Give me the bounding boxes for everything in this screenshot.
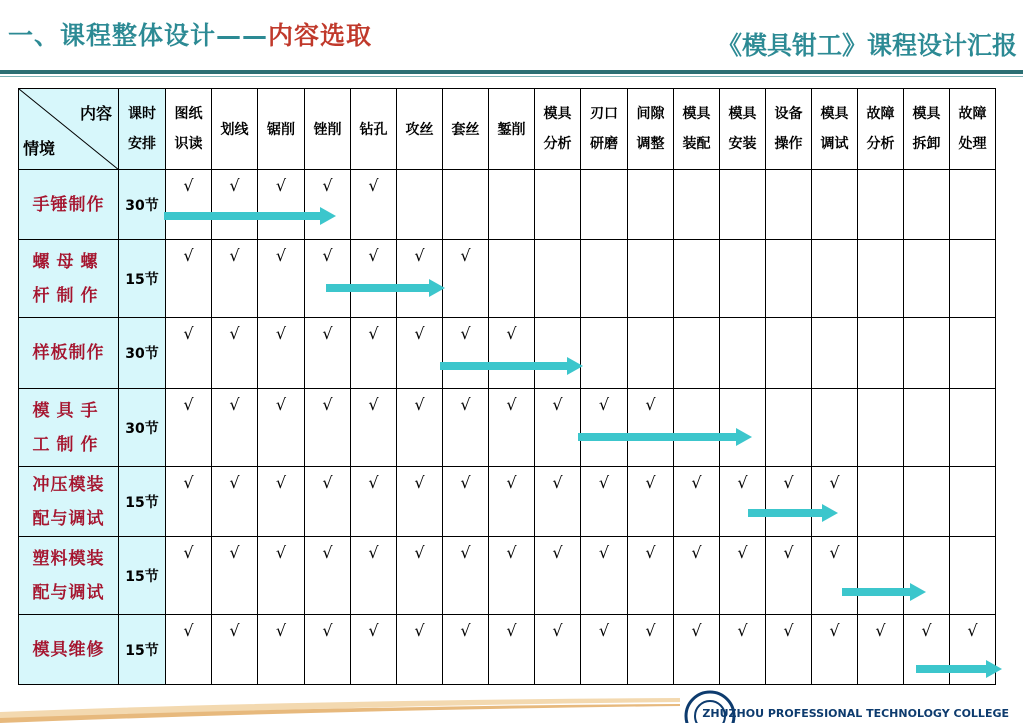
check-mark: √ xyxy=(414,543,425,562)
check-mark: √ xyxy=(737,621,748,640)
check-mark: √ xyxy=(275,176,287,195)
scenario-name-line: 配与调试 xyxy=(32,582,105,603)
check-mark: √ xyxy=(322,324,333,343)
check-mark: √ xyxy=(275,543,287,562)
check-mark: √ xyxy=(368,324,379,343)
check-mark: √ xyxy=(783,543,794,562)
column-header-step-line: 模具 xyxy=(682,106,711,122)
check-mark: √ xyxy=(552,621,563,640)
progression-arrow xyxy=(578,428,752,446)
scenario-hours: 15节 xyxy=(119,467,166,537)
column-header-step-line: 调整 xyxy=(636,136,665,152)
scenario-hours: 30节 xyxy=(119,318,166,389)
column-header-step-line: 攻丝 xyxy=(405,122,434,138)
course-title: 《模具钳工》课程设计汇报 xyxy=(716,31,1017,60)
check-mark: √ xyxy=(921,621,932,640)
check-mark: √ xyxy=(598,543,610,562)
column-header-step-line: 模具 xyxy=(543,106,572,122)
check-mark: √ xyxy=(598,621,610,640)
check-mark: √ xyxy=(368,395,379,414)
progression-arrow xyxy=(842,583,926,601)
scenario-hours: 15节 xyxy=(119,615,166,685)
scenario-name-line: 塑料模装 xyxy=(32,548,105,569)
column-header-step-line: 故障 xyxy=(866,106,895,122)
column-header-step-line: 錾削 xyxy=(497,122,526,138)
college-name: ZHUZHOU PROFESSIONAL TECHNOLOGY COLLEGE xyxy=(702,707,1009,720)
check-mark: √ xyxy=(645,395,656,414)
check-mark: √ xyxy=(368,543,379,562)
column-header-step-line: 识读 xyxy=(174,136,203,152)
check-mark: √ xyxy=(322,246,333,265)
check-mark: √ xyxy=(183,246,194,265)
check-mark: √ xyxy=(552,543,563,562)
scenario-name-line: 模具维修 xyxy=(32,639,105,660)
check-mark: √ xyxy=(783,473,794,492)
check-mark: √ xyxy=(368,246,379,265)
footer-swoosh xyxy=(0,694,680,723)
column-header-step-line: 装配 xyxy=(682,136,711,152)
check-mark: √ xyxy=(506,473,517,492)
check-mark: √ xyxy=(368,176,379,195)
check-mark: √ xyxy=(691,621,702,640)
column-header-step-line: 锯削 xyxy=(267,122,295,138)
corner-label-scenario: 情境 xyxy=(23,139,56,158)
scenario-name-line: 冲压模装 xyxy=(32,474,105,495)
title-prefix: 一、课程整体设计—— xyxy=(8,21,269,50)
check-mark: √ xyxy=(967,621,978,640)
check-mark: √ xyxy=(368,473,379,492)
scenario-name-line: 螺母螺 xyxy=(32,251,105,272)
progression-arrow xyxy=(164,207,336,225)
check-mark: √ xyxy=(737,543,748,562)
column-header-step-line: 划线 xyxy=(220,122,249,138)
column-header-step-line: 间隙 xyxy=(636,106,665,122)
check-mark: √ xyxy=(229,473,240,492)
check-mark: √ xyxy=(737,473,748,492)
check-mark: √ xyxy=(645,621,656,640)
check-mark: √ xyxy=(460,395,471,414)
check-mark: √ xyxy=(275,324,287,343)
scenario-hours: 15节 xyxy=(119,240,166,318)
progression-arrow xyxy=(440,357,583,375)
check-mark: √ xyxy=(229,246,240,265)
check-mark: √ xyxy=(414,246,425,265)
column-header-step-line: 拆卸 xyxy=(912,136,941,152)
check-mark: √ xyxy=(506,543,517,562)
column-header-step-line: 模具 xyxy=(912,106,941,122)
check-mark: √ xyxy=(460,246,471,265)
check-mark: √ xyxy=(829,473,840,492)
check-mark: √ xyxy=(229,176,240,195)
check-mark: √ xyxy=(414,473,425,492)
check-mark: √ xyxy=(322,543,333,562)
check-mark: √ xyxy=(875,621,886,640)
college-logo-area xyxy=(680,686,1023,723)
check-mark: √ xyxy=(414,395,425,414)
check-mark: √ xyxy=(414,324,425,343)
column-header-step-line: 安装 xyxy=(728,136,757,152)
check-mark: √ xyxy=(275,473,287,492)
progression-arrow xyxy=(326,279,445,297)
column-header-step-line: 钻孔 xyxy=(359,122,388,138)
check-mark: √ xyxy=(229,543,240,562)
column-header-step-line: 套丝 xyxy=(451,122,480,138)
check-mark: √ xyxy=(414,621,425,640)
column-header-step-line: 模具 xyxy=(728,106,757,122)
corner-label-content: 内容 xyxy=(79,104,112,123)
check-mark: √ xyxy=(183,543,194,562)
column-header-step-line: 处理 xyxy=(958,136,987,152)
scenario-name-line: 工制作 xyxy=(32,434,105,455)
check-mark: √ xyxy=(183,473,194,492)
check-mark: √ xyxy=(229,324,240,343)
check-mark: √ xyxy=(183,621,194,640)
scenario-name-line: 杆制作 xyxy=(32,285,105,306)
check-mark: √ xyxy=(829,543,840,562)
check-mark: √ xyxy=(229,621,240,640)
scenario-name-line: 配与调试 xyxy=(32,508,105,529)
column-header-step-line: 研磨 xyxy=(590,136,618,152)
check-mark: √ xyxy=(183,395,194,414)
scenario-hours: 30节 xyxy=(119,170,166,240)
check-mark: √ xyxy=(322,176,333,195)
check-mark: √ xyxy=(691,473,702,492)
check-mark: √ xyxy=(506,395,517,414)
column-header-step-line: 锉削 xyxy=(313,122,342,138)
check-mark: √ xyxy=(275,246,287,265)
check-mark: √ xyxy=(322,473,333,492)
check-mark: √ xyxy=(460,324,471,343)
scenario-name-line: 样板制作 xyxy=(32,343,105,363)
check-mark: √ xyxy=(460,543,471,562)
check-mark: √ xyxy=(322,621,333,640)
check-mark: √ xyxy=(645,543,656,562)
check-mark: √ xyxy=(645,473,656,492)
progression-arrow xyxy=(916,660,1002,678)
check-mark: √ xyxy=(598,395,610,414)
check-mark: √ xyxy=(460,473,471,492)
check-mark: √ xyxy=(552,473,563,492)
scenario-name-line: 手锤制作 xyxy=(32,194,105,215)
check-mark: √ xyxy=(783,621,794,640)
progression-arrow xyxy=(748,504,838,522)
title-accent: 内容选取 xyxy=(268,21,373,50)
check-mark: √ xyxy=(322,395,333,414)
check-mark: √ xyxy=(552,395,563,414)
check-mark: √ xyxy=(275,395,287,414)
column-header-step-line: 操作 xyxy=(774,136,803,152)
check-mark: √ xyxy=(829,621,840,640)
check-mark: √ xyxy=(368,621,379,640)
column-header-step-line: 设备 xyxy=(774,106,803,122)
check-mark: √ xyxy=(691,543,702,562)
column-header-step-line: 分析 xyxy=(543,136,572,152)
column-header-hours-line: 安排 xyxy=(128,136,156,152)
check-mark: √ xyxy=(460,621,471,640)
scenario-name-line: 模具手 xyxy=(32,400,105,421)
column-header-step-line: 刃口 xyxy=(590,106,618,122)
check-mark: √ xyxy=(275,621,287,640)
check-mark: √ xyxy=(183,176,194,195)
scenario-hours: 30节 xyxy=(119,389,166,467)
column-header-step-line: 故障 xyxy=(958,106,987,122)
column-header-step-line: 模具 xyxy=(820,106,849,122)
column-header-hours-line: 课时 xyxy=(128,106,156,122)
scenario-hours: 15节 xyxy=(119,537,166,615)
check-mark: √ xyxy=(183,324,194,343)
check-mark: √ xyxy=(229,395,240,414)
check-mark: √ xyxy=(598,473,610,492)
check-mark: √ xyxy=(506,621,517,640)
column-header-step-line: 分析 xyxy=(866,136,895,152)
column-header-step-line: 调试 xyxy=(820,136,849,152)
check-mark: √ xyxy=(506,324,517,343)
column-header-step-line: 图纸 xyxy=(174,106,203,122)
